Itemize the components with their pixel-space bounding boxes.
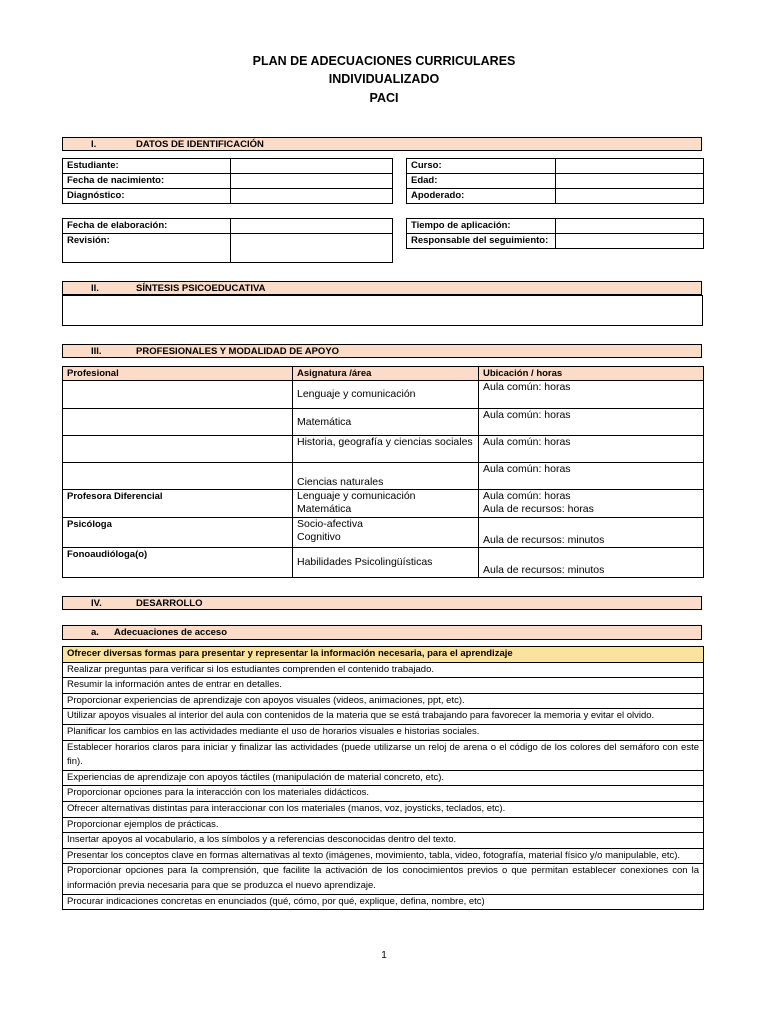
section-label: SÍNTESIS PSICOEDUCATIVA: [136, 283, 266, 294]
subsection-acceso-header: [62, 625, 702, 640]
list-item: Proporcionar ejemplos de prácticas.: [63, 817, 704, 833]
field-label: Apoderado:: [407, 189, 556, 204]
list-item: Utilizar apoyos visuales al interior del aula con contenidos de la materia que se está trabajando para favorecer la memoria y evitar el olvido.: [63, 709, 704, 725]
field-value[interactable]: [231, 174, 393, 189]
sintesis-content-box[interactable]: [62, 295, 703, 326]
section-number: IV.: [91, 598, 102, 609]
section-sintesis-header: [62, 281, 702, 295]
field-value[interactable]: [556, 159, 704, 174]
field-value[interactable]: [556, 189, 704, 204]
field-value[interactable]: [556, 219, 704, 234]
asignatura-cell: Ciencias naturales: [293, 463, 479, 490]
list-item: Resumir la información antes de entrar en detalles.: [63, 678, 704, 694]
profesional-cell: Fonoaudióloga(o): [63, 548, 293, 578]
field-label: Diagnóstico:: [63, 189, 231, 204]
field-value[interactable]: [231, 159, 393, 174]
section-identificacion-header: [62, 137, 702, 151]
profesional-cell: Psicóloga: [63, 518, 293, 548]
field-label: Revisión:: [63, 234, 231, 263]
field-value[interactable]: [556, 234, 704, 249]
column-header: Asignatura /área: [293, 367, 479, 381]
ubicacion-cell: Aula común: horas Aula de recursos: horas: [479, 490, 704, 518]
asignatura-cell: Lenguaje y comunicación: [293, 381, 479, 409]
ubicacion-cell: Aula común: horas: [479, 409, 704, 436]
column-header: Profesional: [63, 367, 293, 381]
field-value[interactable]: [231, 219, 393, 234]
list-item: Proporcionar opciones para la comprensión, que facilite la activación de los conocimientos previos o que permitan establecer conexiones con la información previa necesaria para que se produzca el nuevo aprendizaje.: [63, 864, 704, 894]
elaboracion-table-left: [62, 218, 393, 263]
list-item: Insertar apoyos al vocabulario, a los símbolos y a referencias desconocidas dentro del texto.: [63, 833, 704, 849]
list-item: Establecer horarios claros para iniciar y finalizar las actividades (puede utilizarse un reloj de arena o el código de los colores del semáforo con este fin).: [63, 740, 704, 770]
list-item: Presentar los conceptos clave en formas alternativas al texto (imágenes, movimiento, tabla, video, fotografía, material físico y/o manipulable, etc).: [63, 848, 704, 864]
asignatura-cell: Historia, geografía y ciencias sociales: [293, 436, 479, 463]
section-profesionales-header: [62, 344, 702, 358]
doc-title-line2: INDIVIDUALIZADO: [328, 72, 440, 86]
section-number: II.: [91, 283, 99, 294]
section-label: PROFESIONALES Y MODALIDAD DE APOYO: [136, 346, 340, 357]
section-desarrollo-header: [62, 596, 702, 610]
page-number: 1: [381, 950, 387, 961]
subsection-number: a.: [91, 627, 99, 638]
profesional-cell: [63, 463, 293, 490]
ubicacion-cell: Aula común: horas: [479, 463, 704, 490]
field-label: Fecha de nacimiento:: [63, 174, 231, 189]
list-item: Procurar indicaciones concretas en enunciados (qué, cómo, por qué, explique, defina, nombre, etc): [63, 894, 704, 910]
field-label: Tiempo de aplicación:: [407, 219, 556, 234]
field-label: Estudiante:: [63, 159, 231, 174]
field-label: Curso:: [407, 159, 556, 174]
elaboracion-table-right: [406, 218, 704, 249]
adecuaciones-acceso-table: [62, 646, 704, 910]
profesional-cell: [63, 436, 293, 463]
profesional-cell: [63, 381, 293, 409]
subsection-label: Adecuaciones de acceso: [114, 627, 227, 638]
profesional-cell: [63, 409, 293, 436]
list-item: Proporcionar opciones para la interacción con los materiales didácticos.: [63, 786, 704, 802]
identificacion-table-left: [62, 158, 393, 204]
list-item: Ofrecer alternativas distintas para interaccionar con los materiales (manos, voz, joysticks, teclados, etc).: [63, 801, 704, 817]
section-number: III.: [91, 346, 102, 357]
field-label: Edad:: [407, 174, 556, 189]
field-value[interactable]: [231, 189, 393, 204]
adecuaciones-header: Ofrecer diversas formas para presentar y representar la información necesaria, para el aprendizaje: [63, 647, 704, 663]
doc-title-line1: PLAN DE ADECUACIONES CURRICULARES: [252, 54, 516, 68]
profesionales-table: [62, 366, 704, 578]
identificacion-table-right: [406, 158, 704, 204]
list-item: Planificar los cambios en las actividades mediante el uso de horarios visuales e historias sociales.: [63, 724, 704, 740]
ubicacion-cell: Aula común: horas: [479, 381, 704, 409]
section-label: DESARROLLO: [136, 598, 203, 609]
ubicacion-cell: Aula común: horas: [479, 436, 704, 463]
section-number: I.: [91, 139, 97, 150]
profesional-cell: Profesora Diferencial: [63, 490, 293, 518]
asignatura-cell: Matemática: [293, 409, 479, 436]
ubicacion-cell: Aula de recursos: minutos: [479, 518, 704, 548]
column-header: Ubicación / horas: [479, 367, 704, 381]
section-label: DATOS DE IDENTIFICACIÓN: [136, 139, 264, 150]
ubicacion-cell: Aula de recursos: minutos: [479, 548, 704, 578]
list-item: Realizar preguntas para verificar si los estudiantes comprenden el contenido trabajado.: [63, 662, 704, 678]
asignatura-cell: Socio-afectiva Cognitivo: [293, 518, 479, 548]
field-label: Fecha de elaboración:: [63, 219, 231, 234]
field-label: Responsable del seguimiento:: [407, 234, 556, 249]
asignatura-cell: Habilidades Psicolingüísticas: [293, 548, 479, 578]
list-item: Experiencias de aprendizaje con apoyos táctiles (manipulación de material concreto, etc).: [63, 770, 704, 786]
doc-title-line3: PACI: [369, 91, 399, 105]
field-value[interactable]: [556, 174, 704, 189]
list-item: Proporcionar experiencias de aprendizaje con apoyos visuales (videos, animaciones, ppt, etc).: [63, 693, 704, 709]
field-value[interactable]: [231, 234, 393, 263]
asignatura-cell: Lenguaje y comunicación Matemática: [293, 490, 479, 518]
